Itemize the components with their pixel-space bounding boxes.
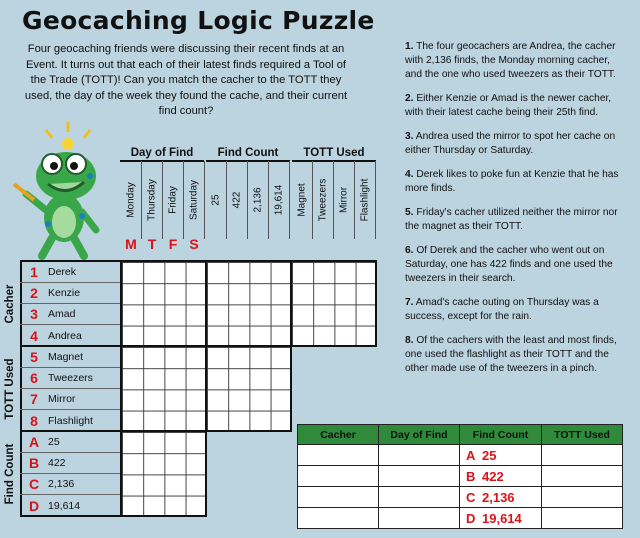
row-number: D [28,497,40,514]
answer-letter: C [466,489,476,505]
answer-findcount-cell [460,466,542,487]
grid-cacher-tott[interactable] [290,260,377,347]
row-text: Flashlight [48,414,93,427]
answer-count: 19,614 [482,510,522,526]
row-number: 6 [30,370,38,386]
clue-number: 7. [405,297,414,308]
side-category-label: Cacher [4,284,16,324]
clue-item [405,334,623,376]
column-label: Mirror [338,186,350,214]
grid-tott-findcount[interactable] [205,345,292,432]
column-label: Thursday [146,179,158,221]
clue-list [405,40,623,386]
row-label [20,262,120,283]
answer-tott-cell[interactable] [542,487,623,508]
column-label: Saturday [188,179,200,221]
clue-number: 2. [405,93,414,104]
answer-day-cell[interactable] [379,466,460,487]
row-number: 4 [30,327,38,344]
answer-header-findcount: Find Count [460,425,542,445]
row-label [20,325,120,346]
column-label: 422 [231,191,243,209]
table-row [298,445,623,466]
row-label [20,389,120,410]
row-text: Magnet [48,351,84,363]
clue-text: Friday's cacher utilized neither the mirror nor the magnet as their TOTT. [405,207,618,232]
column-label: Friday [167,186,179,214]
day-letter-t: T [147,236,157,252]
answer-header-tott: TOTT Used [542,425,623,445]
grid-cacher-findcount[interactable] [205,260,292,347]
clue-number: 4. [405,169,414,180]
answer-letter: B [466,468,476,484]
page-title: Geocaching Logic Puzzle [22,6,375,35]
clue-item [405,130,623,158]
answer-tott-cell[interactable] [542,445,623,466]
row-text: Amad [48,308,76,320]
clue-text: Derek likes to poke fun at Kenzie that he has more finds. [405,169,619,194]
side-category-tott [0,347,20,431]
row-label [20,432,120,453]
clue-item [405,40,623,82]
grid-tott-day[interactable] [120,345,207,432]
column-label: Flashlight [359,178,371,222]
table-row [298,466,623,487]
clue-item [405,296,623,324]
side-category-label: Find Count [4,443,16,505]
row-text: 2,136 [48,478,75,490]
row-number: B [28,455,40,471]
clue-text: The four geocachers are Andrea, the cacher with 2,136 finds, the Monday morning cacher, and the one who used tweezers as their TOTT. [405,41,616,80]
grid-cacher-day[interactable] [120,260,207,347]
column-header-2136 [248,161,269,239]
clue-number: 8. [405,335,414,346]
row-number: C [28,476,40,492]
column-header-friday [163,161,184,239]
row-number: A [28,434,40,450]
column-header-mirror [334,161,355,239]
answer-day-cell[interactable] [379,445,460,466]
answer-table-header [298,425,623,445]
row-text: 19,614 [48,499,81,512]
grid-findcount-day[interactable] [120,430,207,517]
column-header-magnet [292,161,313,239]
column-header-thursday [142,161,163,239]
row-text: Mirror [48,393,76,405]
clue-text: Of the cachers with the least and most finds, one used the flashlight as their TOTT and the other made use of the tweezers in a pinch. [405,335,617,374]
row-text: Derek [48,266,77,278]
answer-tott-cell[interactable] [542,466,623,487]
answer-findcount-cell [460,508,542,529]
clue-item [405,168,623,196]
row-text: 422 [48,457,66,469]
frog-mascot-icon [8,120,118,260]
clue-item [405,244,623,286]
answer-header-day: Day of Find [379,425,460,445]
column-label: Monday [125,182,137,218]
row-number: 1 [30,264,38,280]
clue-text: Amad's cache outing on Thursday was a success, except for the rain. [405,297,599,322]
clue-number: 3. [405,131,414,142]
row-label [20,347,120,368]
row-number: 7 [30,391,38,407]
row-text: Tweezers [48,372,93,384]
clue-number: 1. [405,41,414,52]
column-header-monday [121,161,142,239]
answer-day-cell[interactable] [379,487,460,508]
row-number: 5 [30,349,38,365]
category-day-of-find: Day of Find [120,146,204,162]
column-label: 19,614 [273,184,285,216]
row-label [20,495,120,516]
answer-cacher-cell[interactable] [298,445,379,466]
clue-item [405,92,623,120]
row-label [20,304,120,325]
column-label: Magnet [296,183,308,217]
side-category-label: TOTT Used [4,358,16,420]
clue-number: 5. [405,207,414,218]
answer-header-cacher: Cacher [298,425,379,445]
answer-day-cell[interactable] [379,508,460,529]
category-tott-used: TOTT Used [292,146,376,162]
answer-table [297,424,623,529]
row-text: 25 [48,436,60,448]
clue-text: Andrea used the mirror to spot her cache on either Thursday or Saturday. [405,131,616,156]
answer-letter: A [466,447,476,463]
answer-letter: D [466,510,476,526]
day-letter-s: S [189,236,199,252]
clue-text: Of Derek and the cacher who went out on Saturday, one has 422 finds and one used the tweezers in their search. [405,245,613,284]
column-header-tweezers [313,161,334,239]
row-number: 3 [30,306,38,322]
answer-tott-cell[interactable] [542,508,623,529]
answer-cacher-cell[interactable] [298,466,379,487]
table-row [298,508,623,529]
row-label [20,368,120,389]
answer-count: 25 [482,447,497,463]
row-number: 2 [30,285,38,301]
column-header-422 [227,161,248,239]
side-category-cacher [0,262,20,346]
column-header-25 [206,161,227,239]
row-number: 8 [30,412,38,429]
column-label: 2,136 [252,187,264,213]
day-letter-f: F [168,236,178,252]
column-label: Tweezers [317,178,329,222]
answer-findcount-cell [460,445,542,466]
intro-text: Four geocaching friends were discussing their recent finds at an Event. It turns out that each of their latest finds required a Tool of the Trade (TOTT)! Can you match the cacher to the TOTT they used, the day of the week they found the cache, and their current find count? [24,43,348,118]
day-letter-m: M [125,236,137,252]
row-text: Kenzie [48,287,81,299]
side-category-findcount [0,432,20,516]
answer-findcount-cell [460,487,542,508]
column-header-saturday [184,161,205,239]
column-label: 25 [210,194,222,206]
row-text: Andrea [48,329,82,342]
row-label [20,410,120,431]
answer-cacher-cell[interactable] [298,487,379,508]
category-find-count: Find Count [206,146,290,162]
clue-item [405,206,623,234]
row-label [20,283,120,304]
column-header-19614 [269,161,290,239]
clue-text: Either Kenzie or Amad is the newer cacher, with their latest cache being their 25th find. [405,93,612,118]
answer-count: 422 [482,468,504,484]
column-header-flashlight [355,161,376,239]
answer-cacher-cell[interactable] [298,508,379,529]
clue-number: 6. [405,245,414,256]
answer-count: 2,136 [482,489,515,505]
table-row [298,487,623,508]
row-label [20,474,120,495]
row-label [20,453,120,474]
